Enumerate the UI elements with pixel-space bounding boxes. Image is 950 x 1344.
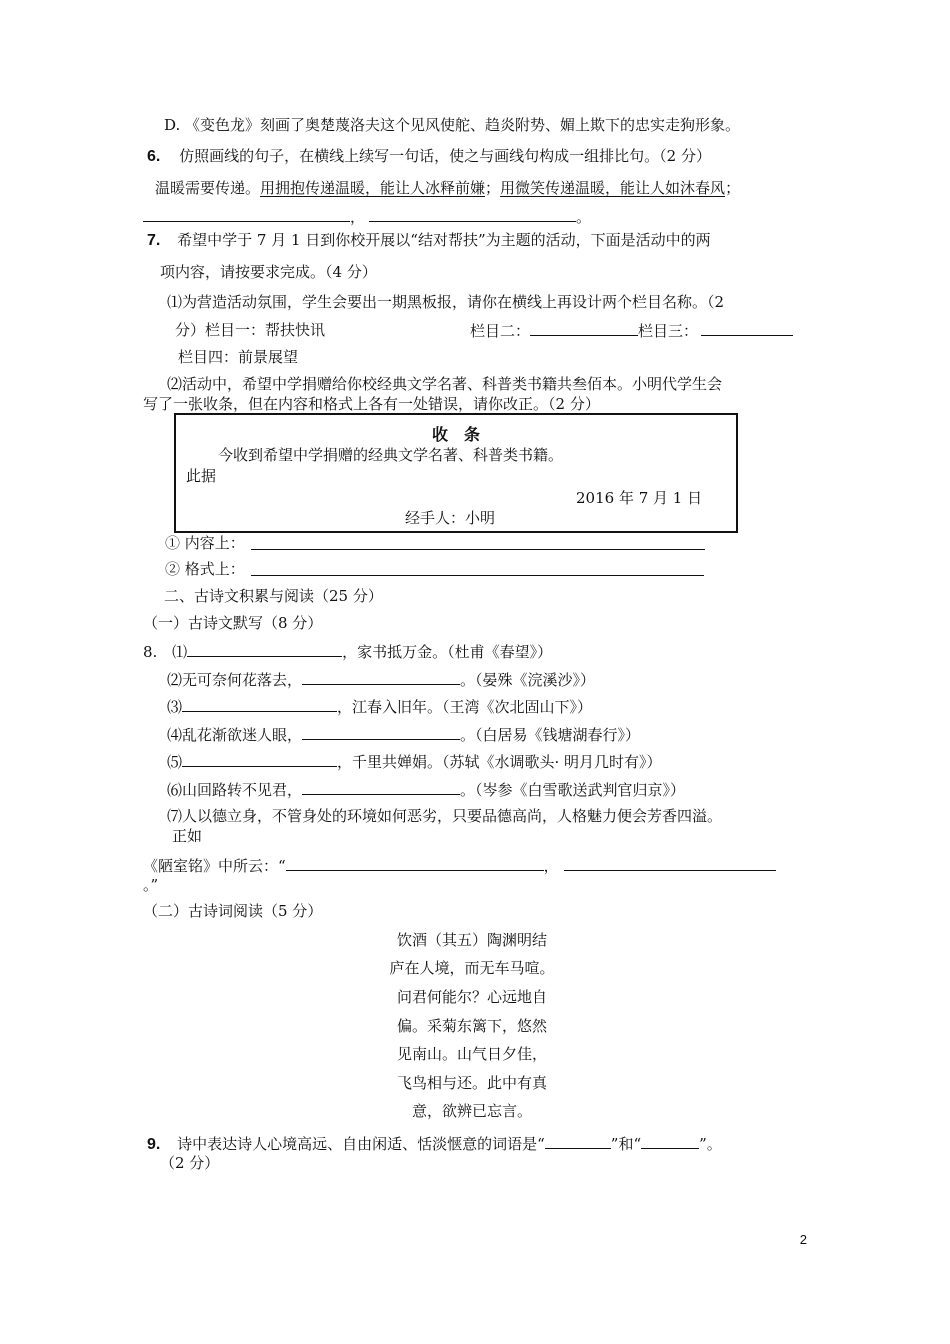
item-8-5: ⑸ ，千里共婵娟。（苏轼《水调歌头· 明月几时有》）: [167, 753, 662, 771]
item-8-7-line4: 。”: [143, 876, 159, 894]
underlined-sentence-1: 用拥抱传递温暖，能让人冰释前嫌: [260, 179, 486, 197]
poem-line: 见南山。山气日夕佳，: [396, 1045, 547, 1063]
column-blanks: 栏目二： 栏目三：: [470, 320, 793, 341]
subsection-1-title: （一）古诗文默写（8 分）: [143, 614, 323, 632]
answer-line-q6: ， 。: [143, 206, 591, 227]
blank-8-7-a[interactable]: [286, 855, 544, 871]
part-2-prompt: ⑵活动中，希望中学捐赠给你校经典文学名著、科普类书籍共叁佰本。小明代学生会: [167, 375, 723, 393]
question-6: [147, 146, 711, 167]
item-8-7-line3: 《陋室铭》中所云：“ ，: [143, 855, 776, 876]
item-8-4: ⑷乱花渐欲迷人眼， 。（白居易《钱塘湖春行》）: [167, 726, 641, 744]
blank-9-2[interactable]: [641, 1133, 699, 1149]
column-2-blank[interactable]: [530, 320, 638, 336]
poem-line: 庐在人境，而无车马喧。: [389, 959, 555, 977]
question-number: 9.: [147, 1136, 161, 1153]
item-8-1: 8. ⑴ ，家书抵万金。（杜甫《春望》）: [143, 643, 553, 661]
column-4: 栏目四：前景展望: [178, 348, 299, 366]
poem-line: 问君何能尔？心远地自: [396, 988, 547, 1006]
blank-8-1[interactable]: [187, 641, 342, 657]
receipt-note: 此据: [186, 467, 217, 485]
item-8-7: ⑺人以德立身，不管身处的环境如何恶劣，只要品德高尚，人格魅力便会芳香四溢。: [167, 807, 723, 825]
column-names: 分）栏目一：帮扶快讯: [175, 321, 326, 339]
fix-format-blank[interactable]: [251, 575, 704, 576]
poem-line: 偏。采菊东篱下，悠然: [396, 1017, 547, 1035]
option-d: D. 《变色龙》刻画了奥楚蔑洛夫这个见风使舵、趋炎附势、媚上欺下的忠实走狗形象。: [164, 116, 741, 134]
receipt-date: 2016 年 7 月 1 日: [576, 489, 703, 507]
column-3-blank[interactable]: [701, 320, 793, 336]
section-2-title: 二、古诗文积累与阅读（25 分）: [164, 587, 383, 605]
question-number: 7.: [147, 232, 161, 249]
answer-blank-1[interactable]: [143, 206, 350, 222]
example-sentences: 温暖需要传递。用拥抱传递温暖，能让人冰释前嫌；用微笑传递温暖，能让人如沐春风；: [155, 179, 741, 197]
item-8-6: ⑹山回路转不见君， 。（岑参《白雪歌送武判官归京》）: [167, 781, 686, 799]
question-number: 6.: [147, 148, 161, 165]
poem-line: 饮酒（其五）陶渊明结: [396, 931, 547, 949]
page-number: 2: [799, 1232, 807, 1247]
item-8-7-line2: 正如: [172, 827, 203, 845]
item-8-3: ⑶ ，江春入旧年。（王湾《次北固山下》）: [167, 698, 593, 716]
part-2-prompt-line2: 写了一张收条，但在内容和格式上各有一处错误，请你改正。（2 分）: [143, 395, 600, 413]
question-prompt: 仿照画线的句子，在横线上续写一句话，使之与画线句构成一组排比句。（2 分）: [179, 147, 711, 165]
answer-blank-2[interactable]: [369, 206, 576, 222]
item-8-2: ⑵无可奈何花落去， 。（晏殊《浣溪沙》）: [167, 671, 596, 689]
blank-8-4[interactable]: [302, 724, 460, 740]
receipt-handler: 经手人：小明: [405, 509, 496, 527]
underlined-sentence-2: 用微笑传递温暖，能让人如沐春风: [500, 179, 726, 197]
question-7-line2: 项内容，请按要求完成。（4 分）: [160, 263, 377, 281]
fix-format-label: ② 格式上：: [165, 560, 245, 578]
question-7: 7. 希望中学于 7 月 1 日到你校开展以“结对帮扶”为主题的活动，下面是活动中的两: [147, 231, 711, 249]
blank-8-5[interactable]: [182, 751, 337, 767]
question-9: 9. 诗中表达诗人心境高远、自由闲适、恬淡惬意的词语是“ ”和“ ”。: [147, 1135, 722, 1153]
poem-line: 飞鸟相与还。此中有真: [396, 1074, 547, 1092]
blank-8-2[interactable]: [302, 669, 460, 685]
blank-8-7-b[interactable]: [564, 855, 776, 871]
question-9-score: （2 分）: [160, 1154, 220, 1172]
subsection-2-title: （二）古诗词阅读（5 分）: [143, 902, 323, 920]
receipt-body: 今收到希望中学捐赠的经典文学名著、科普类书籍。: [218, 446, 564, 464]
part-1-prompt: ⑴为营造活动氛围，学生会要出一期黑板报，请你在横线上再设计两个栏目名称。（2: [167, 293, 725, 311]
blank-8-3[interactable]: [182, 696, 337, 712]
blank-9-1[interactable]: [545, 1133, 611, 1149]
blank-8-6[interactable]: [302, 779, 460, 795]
poem-line: 意，欲辨已忘言。: [411, 1102, 532, 1120]
receipt-title: 收 条: [431, 425, 480, 444]
fix-content-blank[interactable]: [251, 549, 705, 550]
fix-content-label: ① 内容上：: [165, 534, 245, 552]
